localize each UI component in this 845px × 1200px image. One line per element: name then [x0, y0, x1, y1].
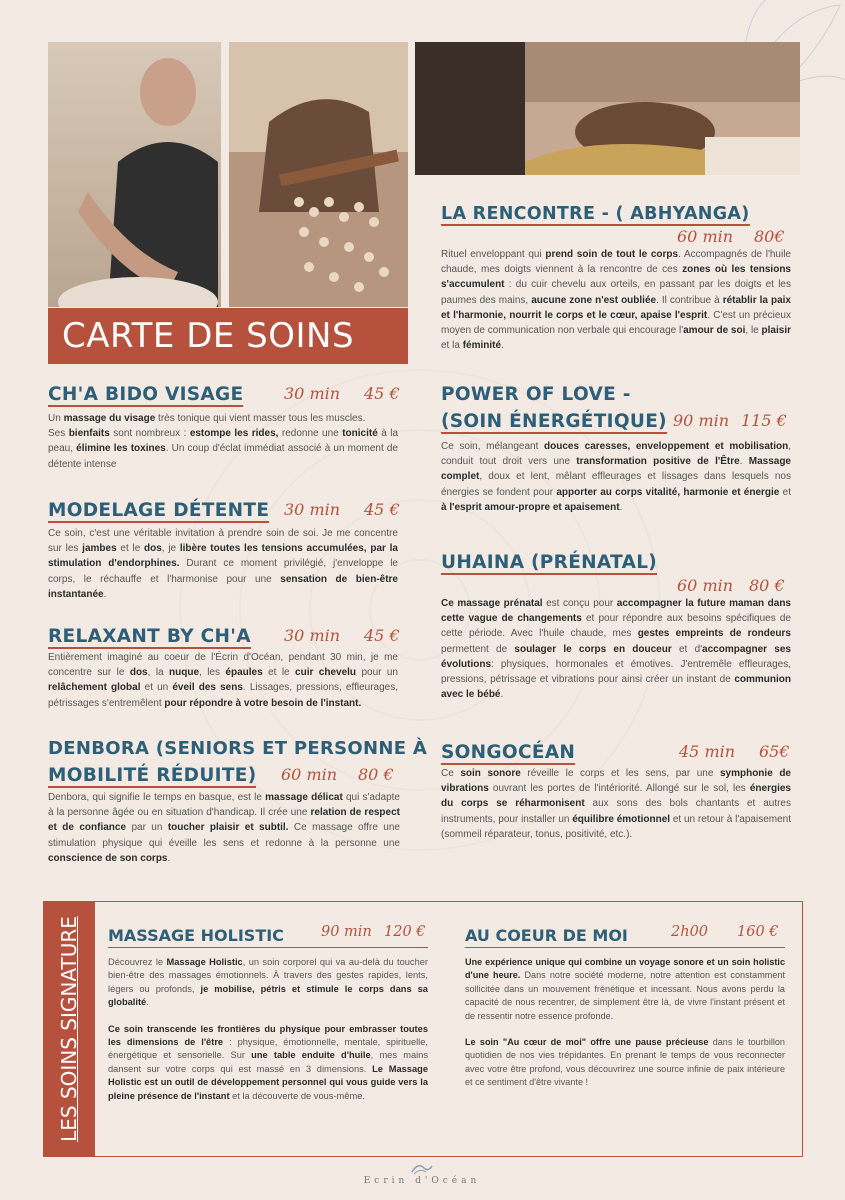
section-description: Rituel enveloppant qui prend soin de tout le corps. Accompagnés de l'huile chaude, mes doigts viennent à la rencontre de ces zones où les tensions s'accumulent : du cuir chevelu aux orteils, en passant par les doigts et les paumes des mains, aucune zone n'est oubliée. Il contribue à rétablir la paix et l'harmonie, nourrit le corps et le cœur, apaise l'esprit. C'est un précieux moyen de communication non verbale qui encourage l'amour de soi, le plaisir et la féminité.	[441, 249, 791, 352]
photo-massage-back	[48, 42, 221, 307]
section-denbora	[48, 736, 428, 866]
duration: 90 min	[321, 924, 372, 940]
section-description: Une expérience unique qui combine un voyage sonore et un soin holistic d'une heure. Dans notre société moderne, notre attention est constamment sollicitée dans un mouvement frénétique et incessant. Nous avons perdu la capacité de nous recentrer, de simplement être là, de vivre l'instant présent et de ressentir notre essence profonde.	[465, 957, 786, 1021]
section-title: CH'A BIDO VISAGE	[48, 384, 244, 405]
footer-logo	[352, 1162, 492, 1186]
price: 65€	[759, 742, 790, 761]
page-title: CARTE DE SOINS	[48, 308, 408, 364]
price: 80 €	[358, 765, 394, 784]
section-description-2: Ce soin transcende les frontières du physique pour embrasser toutes les dimensions de l'être : physique, émotionnelle, mentale, spirituelle, énergétique et sensorielle. Sur une table enduite d'huile, mes mains dansent sur votre corps qui est massé en 3 dimensions. Le Massage Holistic est un outil de développement personnel qui vous guide vers la pleine présence de l'instant et la découverte de vous-même.	[108, 1023, 429, 1101]
price: 45 €	[364, 500, 400, 519]
price: 45 €	[364, 626, 400, 645]
wave-icon	[410, 1162, 434, 1176]
price: 80€	[754, 227, 785, 246]
section-description: Ce soin, c'est une véritable invitation à prendre soin de soi. Je me concentre sur les jambes et le dos, je libère toutes les tensions accumulées, par la stimulation d'endorphines. Durant ce moment privilégié, j'enveloppe le corps, le réchauffe et l'harmonise pour une sensation de bien-être instantanée.	[48, 528, 398, 600]
price: 45 €	[364, 384, 400, 403]
section-description: Un massage du visage très tonique qui vient masser tous les muscles. Ses bienfaits sont nombreux : estompe les rides, redonne une tonicité à la peau, élimine les toxines. Un coup d'éclat immédiat associé à un moment de détente intense	[48, 413, 399, 470]
signature-side-bar	[43, 901, 95, 1157]
duration: 60 min	[281, 765, 338, 784]
section-modelage	[48, 498, 398, 602]
duration: 30 min	[284, 626, 341, 645]
section-title-line-2: (SOIN ÉNERGÉTIQUE)	[441, 411, 667, 432]
duration: 2h00	[671, 924, 709, 940]
photo-instrument	[229, 42, 408, 307]
section-title-line-1: POWER OF LOVE -	[441, 384, 631, 405]
price: 80 €	[749, 576, 785, 595]
section-title: AU COEUR DE MOI	[465, 926, 628, 945]
section-description: Denbora, qui signifie le temps en basque, est le massage délicat qui s'adapte à la personne âgée ou en situation d'handicap. Il crée une relation de respect et de confiance par un toucher plaisir et subtil. Ce massage offre une stimulation physique qui éveille les sens et redonne à la personne une conscience de son corps.	[48, 792, 400, 864]
section-power-of-love	[441, 382, 791, 515]
signature-side-label: LES SOINS SIGNATURE	[57, 916, 81, 1142]
section-title: RELAXANT BY CH'A	[48, 626, 251, 647]
section-relaxant	[48, 624, 398, 711]
section-massage-holistic	[108, 924, 428, 1103]
photo-lying-woman	[415, 42, 800, 175]
section-description: Entièrement imaginé au coeur de l'Écrin d'Océan, pendant 30 min, je me concentre sur le dos, la nuque, les épaules et le cuir chevelu pour un relâchement global et un éveil des sens. Lissages, pressions, effleurages, pétrissages s'entremêlent pour répondre à votre besoin de l'instant.	[48, 652, 399, 709]
price: 115 €	[741, 411, 787, 430]
title-underline	[465, 947, 785, 948]
section-rencontre	[441, 202, 791, 353]
title-underline	[108, 947, 428, 948]
duration: 30 min	[284, 384, 341, 403]
section-chabido	[48, 382, 398, 472]
section-title: SONGOCÉAN	[441, 742, 576, 763]
duration: 30 min	[284, 500, 341, 519]
price: 120 €	[384, 924, 426, 940]
duration: 90 min	[673, 411, 730, 430]
section-title: MASSAGE HOLISTIC	[108, 926, 284, 945]
section-au-coeur-de-moi	[465, 924, 785, 1090]
duration: 60 min	[677, 227, 734, 246]
section-title: LA RENCONTRE - ( ABHYANGA)	[441, 204, 750, 224]
section-songocean	[441, 740, 791, 842]
section-title: MODELAGE DÉTENTE	[48, 500, 270, 521]
section-description: Ce massage prénatal est conçu pour accompagner la future maman dans cette vague de changements et pour répondre aux besoins spécifiques de cette période. Avec l'huile chaude, mes gestes empreints de rondeurs permettent de soulager le corps en douceur et d'accompagner ses évolutions: physiques, hormonales et émotives. J'entremêle effleurages, pressions, pétrissage et vibrations pour ainsi créer un instant de communion avec le bébé.	[441, 598, 791, 701]
section-description: Ce soin sonore réveille le corps et les sens, par une symphonie de vibrations ouvrant les portes de l'intériorité. Allongé sur le sol, les énergies du corps se réharmonisent aux sons des bols chantants et autres instruments, pour installer un équilibre émotionnel et un retour à l'apaisement (sommeil réparateur, tonus, positivité, etc.).	[441, 768, 791, 840]
footer-brand: Ecrin d'Océan	[363, 1176, 481, 1186]
section-title: UHAINA (PRÉNATAL)	[441, 552, 658, 573]
section-uhaina	[441, 550, 791, 702]
section-title-line-1: DENBORA (SENIORS ET PERSONNE À	[48, 738, 428, 759]
section-description: Ce soin, mélangeant douces caresses, enveloppement et mobilisation, conduit tout droit vers une transformation positive de l'Être. Massage complet, doux et lent, mêlant effleurages et lissages dans lesquels nos énergies se fondent pour apporter au corps vitalité, harmonie et énergie et à l'esprit amour-propre et apaisement.	[441, 441, 791, 513]
duration: 45 min	[679, 742, 736, 761]
duration: 60 min	[677, 576, 734, 595]
price: 160 €	[737, 924, 779, 940]
section-title-line-2: MOBILITÉ RÉDUITE)	[48, 765, 257, 786]
section-description: Découvrez le Massage Holistic, un soin corporel qui va au-delà du toucher bien-être des massages émotionnels. À travers des gestes rapides, lents, légers ou profonds, je mobilise, pétris et stimule le corps dans sa globalité.	[108, 957, 429, 1008]
section-description-2: Le soin "Au cœur de moi" offre une pause précieuse dans le tourbillon quotidien de nos vies trépidantes. En prenant le temps de vous reconnecter avec votre être profond, vous découvrirez une source infinie de paix intérieure et ce sentiment d'être vivante !	[465, 1037, 785, 1088]
